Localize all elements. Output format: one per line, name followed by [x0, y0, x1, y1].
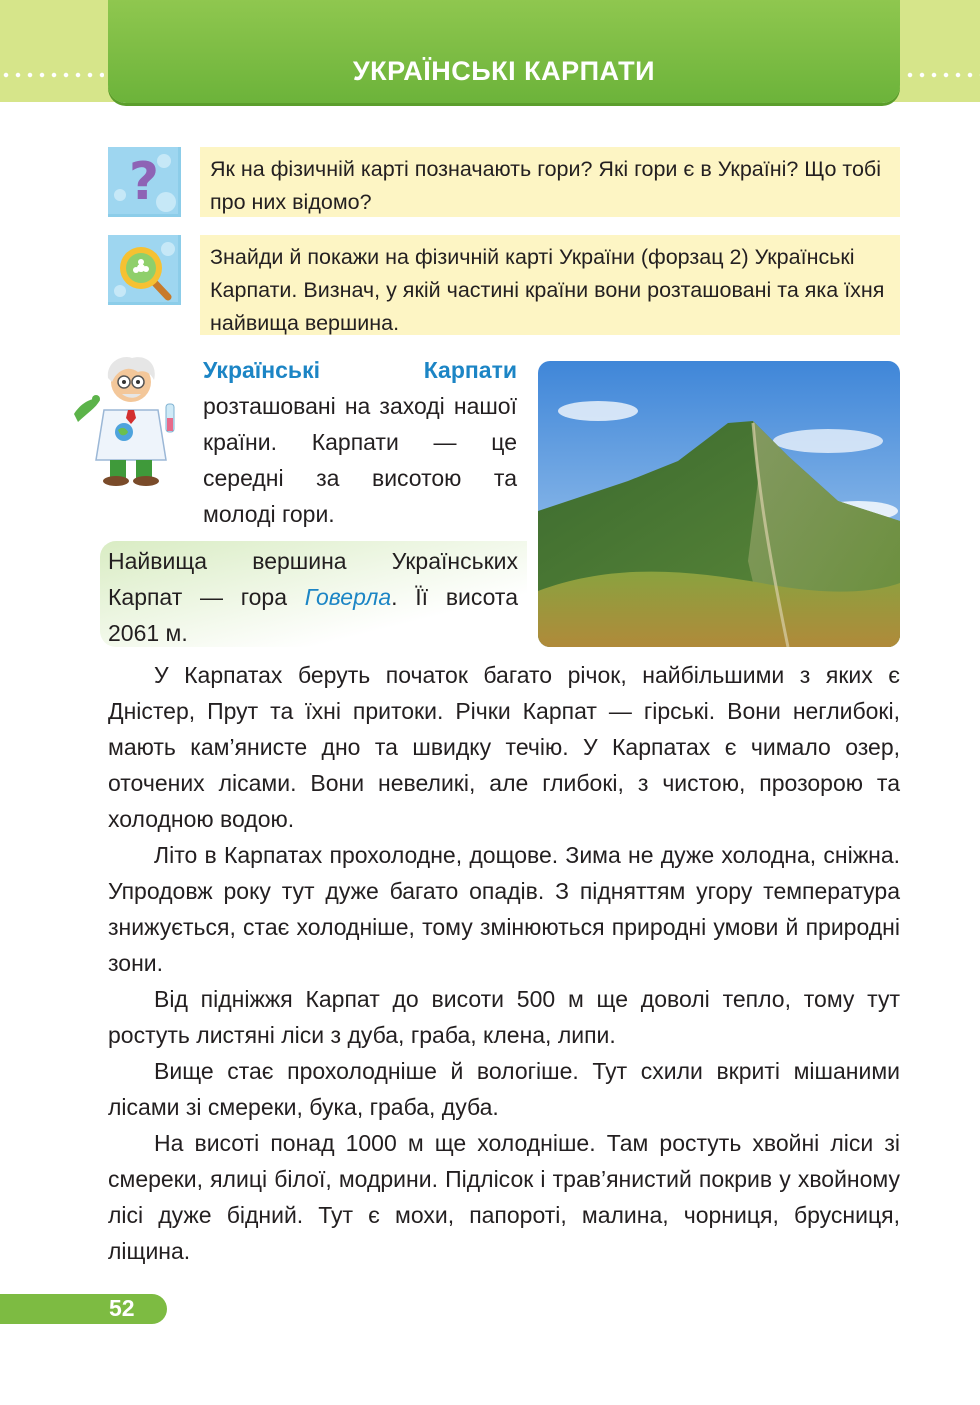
task-question-text: Як на фізичній карті позначають гори? Які гори є в Україні? Що тобі про них відомо?: [210, 157, 882, 214]
question-icon: [108, 147, 181, 217]
decorative-dots-right: [904, 72, 980, 78]
callout-term: Говерла: [304, 584, 392, 610]
body-text: [108, 657, 900, 1269]
task-search-box: [200, 235, 900, 335]
mountain-photo: [538, 361, 900, 647]
page-number-tab: [0, 1294, 167, 1324]
callout-after: . Її висота 2061 м.: [108, 584, 518, 646]
task-question-box: [200, 147, 900, 217]
decorative-dots-left: [0, 72, 104, 78]
paragraph-coniferous: На висоті понад 1000 м ще холодніше. Там ростуть хвойні ліси зі смереки, ялиці білої, модрини. Підлісок і трав’янистий покрив у хвойному лісі дуже бідний. Тут є мохи, папороті, малина, чорниця, брусниця, ліщина.: [108, 1130, 900, 1264]
magnifier-icon: [108, 235, 181, 305]
paragraph-deciduous: Від підніжжя Карпат до висоти 500 м ще доволі тепло, тому тут ростуть листяні ліси з дуба, граба, клена, липи.: [108, 986, 900, 1048]
svg-text:?: ?: [128, 152, 160, 212]
paragraph-rivers: У Карпатах беруть початок багато річок, найбільшими з яких є Дністер, Прут та їхні притоки. Річки Карпат — гірські. Вони неглибокі, мають кам’янисте дно та швидку течію. У Карпатах є чимало озер, оточених лісами. Вони невеликі, але глибокі, з чистою, прозорою та холодною водою.: [108, 662, 900, 832]
professor-illustration: [66, 352, 196, 487]
paragraph-mixed: Вище стає прохолодніше й вологіше. Тут схили вкриті мішаними лісами зі смереки, бука, граба, дуба.: [108, 1058, 900, 1120]
intro-highlight: Українські Карпати: [203, 357, 517, 383]
task-search-text: Знайди й покажи на фізичній карті України (форзац 2) Українські Карпати. Визнач, у якій частині країни вони розташовані та яка їхня найвища вершина.: [210, 245, 885, 335]
intro-text: розташовані на заході нашої країни. Карпати — це середні за висотою та молоді гори.: [203, 393, 517, 527]
intro-paragraph: [203, 352, 517, 532]
callout-text: [108, 543, 518, 651]
paragraph-climate: Літо в Карпатах прохолодне, дощове. Зима не дуже холодна, сніжна. Упродовж року тут дуже багато опадів. З підняттям угору температура знижується, стає холодніше, тому змінюються природні умови й природні зони.: [108, 842, 900, 976]
callout-before: Найвища вершина Українських Карпат — гора: [108, 548, 518, 610]
page-number: 52: [109, 1295, 135, 1321]
page-title: УКРАЇНСЬКІ КАРПАТИ: [352, 56, 656, 86]
title-banner: [108, 0, 900, 103]
